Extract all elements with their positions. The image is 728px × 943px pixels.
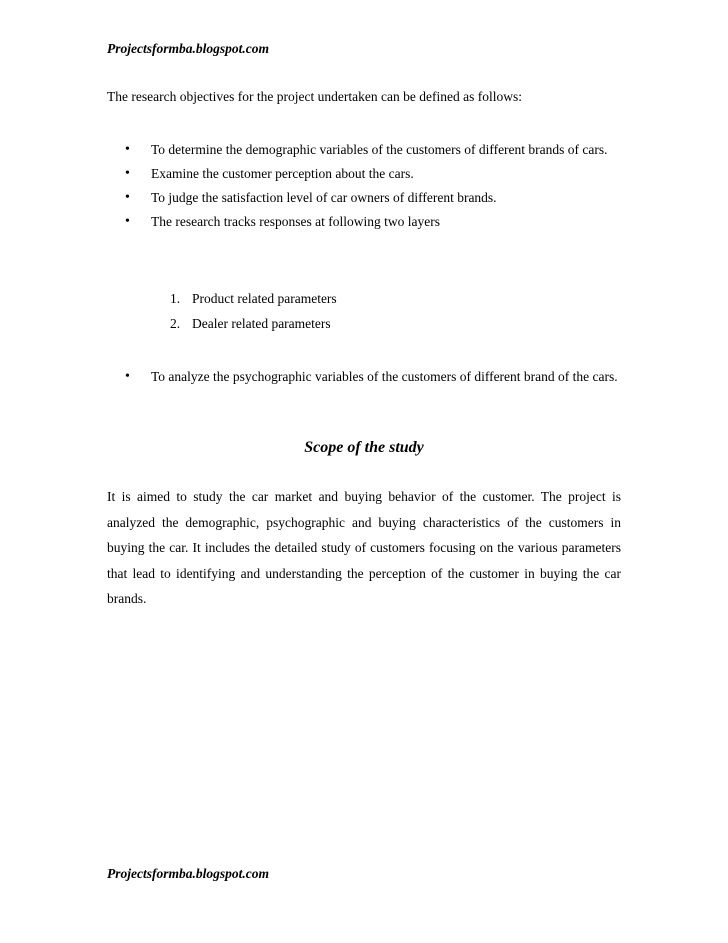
bullet-icon: • bbox=[125, 214, 130, 229]
bullet-icon: • bbox=[125, 142, 130, 157]
bullet-icon: • bbox=[125, 369, 130, 384]
objective-item bbox=[107, 186, 621, 210]
objective-item bbox=[107, 138, 621, 162]
objective-text: To judge the satisfaction level of car owners of different brands. bbox=[151, 190, 497, 205]
footer-site-link: Projectsformba.blogspot.com bbox=[107, 866, 269, 881]
objectives-list bbox=[107, 138, 621, 234]
objective-text: To analyze the psychographic variables of the customers of different brand of the cars. bbox=[151, 369, 618, 384]
objective-item bbox=[107, 210, 621, 234]
objective-item bbox=[107, 162, 621, 186]
layer-label: Product related parameters bbox=[192, 291, 337, 306]
layers-list bbox=[170, 286, 337, 336]
layer-item bbox=[170, 311, 337, 336]
scope-paragraph: It is aimed to study the car market and buying behavior of the customer. The project is analyzed the demographic, psychographic and buying characteristics of the customers in buying the car. It includes the detailed study of customers focusing on the various parameters that lead to identifying and understanding the perception of the customer in buying the car brands. bbox=[107, 489, 621, 606]
objective-item bbox=[107, 365, 621, 389]
scope-title-text: Scope of the study bbox=[304, 439, 424, 456]
layer-item bbox=[170, 286, 337, 311]
scope-title bbox=[0, 440, 728, 456]
objective-text: Examine the customer perception about the cars. bbox=[151, 166, 414, 181]
layer-number: 1. bbox=[170, 291, 181, 306]
bullet-icon: • bbox=[125, 166, 130, 181]
objective-text: To determine the demographic variables of the customers of different brands of cars. bbox=[151, 142, 608, 157]
objectives-list-continued bbox=[107, 365, 621, 389]
header-site-link: Projectsformba.blogspot.com bbox=[107, 41, 269, 56]
bullet-icon: • bbox=[125, 190, 130, 205]
layer-label: Dealer related parameters bbox=[192, 316, 331, 331]
objective-text: The research tracks responses at following two layers bbox=[151, 214, 441, 229]
intro-text: The research objectives for the project undertaken can be defined as follows: bbox=[107, 89, 522, 104]
layer-number: 2. bbox=[170, 316, 181, 331]
